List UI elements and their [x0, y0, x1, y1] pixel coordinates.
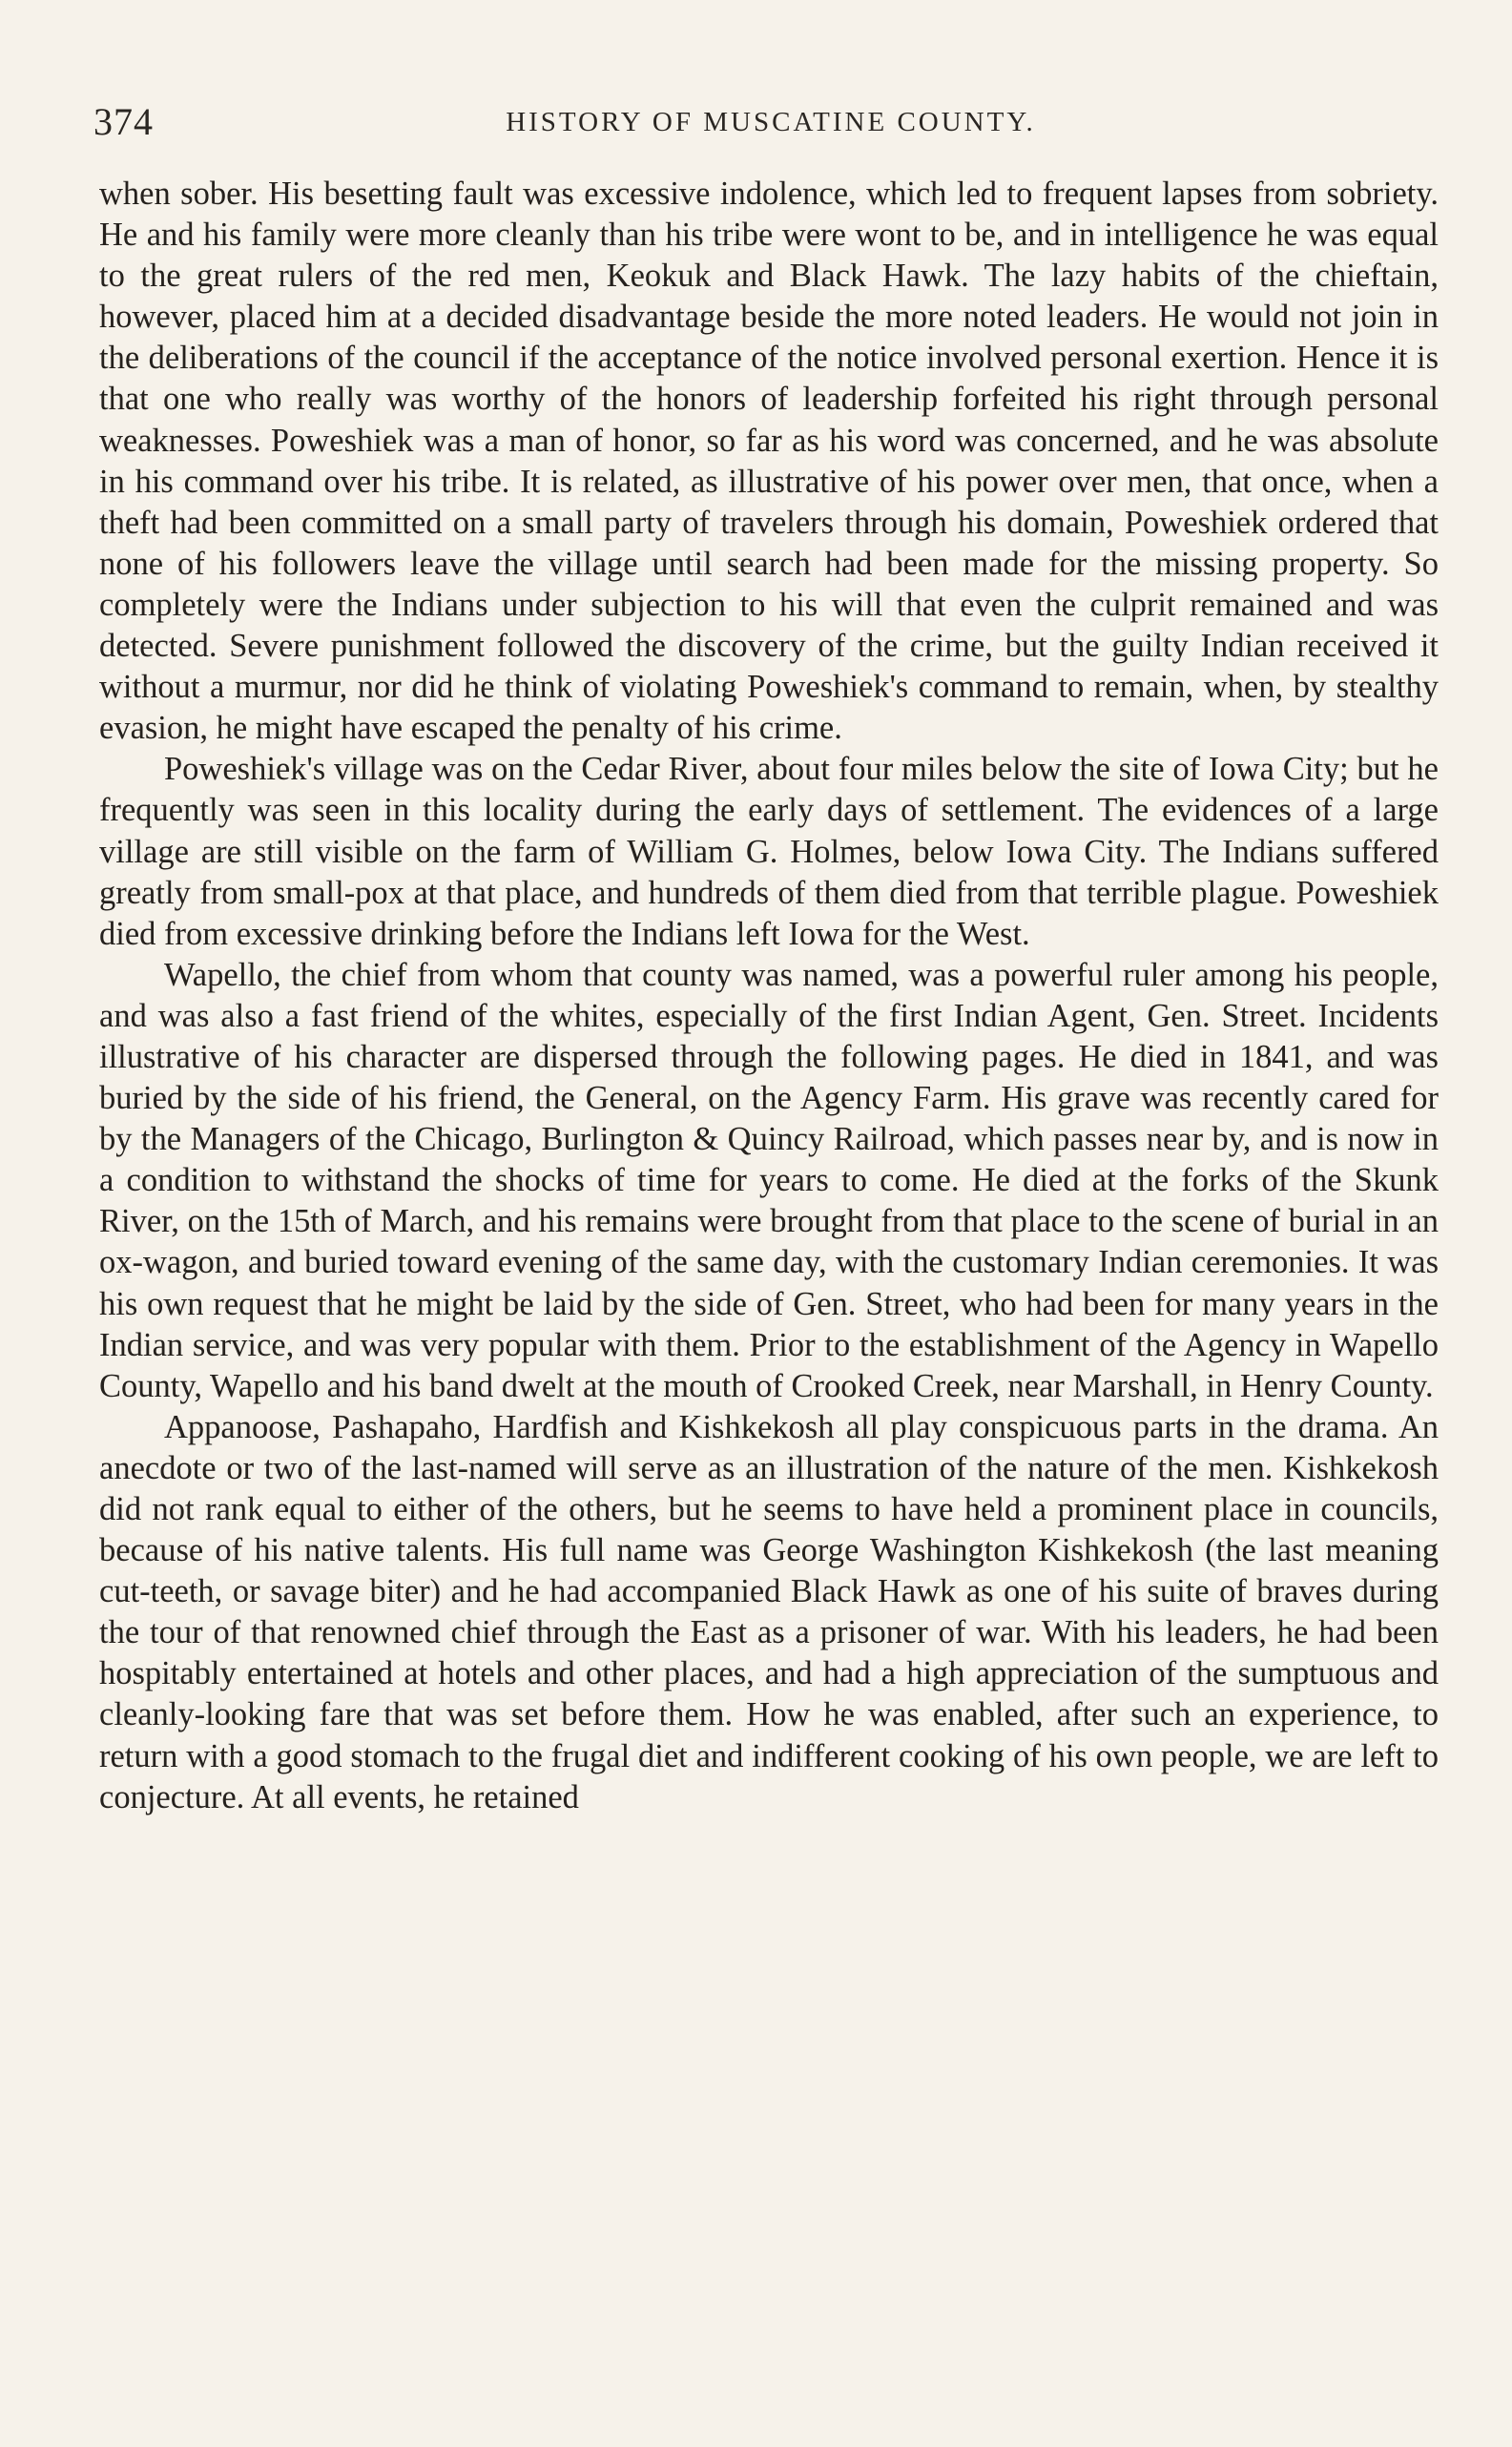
paragraph-wapello: Wapello, the chief from whom that county was named, was a powerful ruler among his people, and was also a fast friend of the whites, especially of the first Indian Agent, Gen. Street. Incidents illustrative of his character are dispersed through the following pages. He died in 1841, and was buried by the side of his friend, the General, on the Agency Farm. His grave was recently cared for by the Managers of the Chicago, Burlington & Quincy Railroad, which passes near by, and is now in a condition to withstand the shocks of time for years to come. He died at the forks of the Skunk River, on the 15th of March, and his remains were brought from that place to the scene of burial in an ox-wagon, and buried toward evening of the same day, with the customary Indian ceremonies. It was his own request that he might be laid by the side of Gen. Street, who had been for many years in the Indian service, and was very popular with them. Prior to the establishment of the Agency in Wapello County, Wapello and his band dwelt at the mouth of Crooked Creek, near Marshall, in Henry County. [99, 956, 1439, 1404]
paragraph-kishkekosh: Appanoose, Pashapaho, Hardfish and Kishkekosh all play conspicuous parts in the drama. An anecdote or two of the last-named will serve as an illustration of the nature of the men. Kishkekosh did not rank equal to either of the others, but he seems to have held a prominent place in councils, because of his native talents. His full name was George Washington Kishkekosh (the last meaning cut-teeth, or savage biter) and he had accompanied Black Hawk as one of his suite of braves during the tour of that renowned chief through the East as a prisoner of war. With his leaders, he had been hospitably entertained at hotels and other places, and had a high appreciation of the sumptuous and cleanly-looking fare that was set before them. How he was enabled, after such an experience, to return with a good stomach to the frugal diet and indifferent cooking of his own people, we are left to conjecture. At all events, he retained [99, 1408, 1439, 1815]
running-head [93, 99, 1448, 147]
paragraph-poweshiek-character: when sober. His besetting fault was excessive indolence, which led to frequent lapses from sobriety. He and his family were more cleanly than his tribe were wont to be, and in intelligence he was equal to the great rulers of the red men, Keokuk and Black Hawk. The lazy habits of the chieftain, however, placed him at a decided disadvantage beside the more noted leaders. He would not join in the deliberations of the council if the acceptance of the notice involved personal exertion. Hence it is that one who really was worthy of the honors of leadership forfeited his right through personal weaknesses. Poweshiek was a man of honor, so far as his word was concerned, and he was absolute in his command over his tribe. It is related, as illustrative of his power over men, that once, when a theft had been committed on a small party of travelers through his domain, Poweshiek ordered that none of his followers leave the village until search had been made for the missing property. So completely were the Indians under subjection to his will that even the culprit remained and was detected. Severe punishment followed the discovery of the crime, but the guilty Indian received it without a murmur, nor did he think of violating Poweshiek's command to remain, when, by stealthy evasion, he might have escaped the penalty of his crime. [99, 176, 1439, 747]
page-number: 374 [93, 100, 154, 143]
paragraph-poweshiek-village: Poweshiek's village was on the Cedar River, about four miles below the site of Iowa City; but he frequently was seen in this locality during the early days of settlement. The evidences of a large village are still visible on the farm of William G. Holmes, below Iowa City. The Indians suffered greatly from small-pox at that place, and hundreds of them died from that terrible plague. Poweshiek died from excessive drinking before the Indians left Iowa for the West. [99, 751, 1439, 952]
body-text [99, 174, 1439, 1818]
book-title: HISTORY OF MUSCATINE COUNTY. [506, 107, 1036, 137]
